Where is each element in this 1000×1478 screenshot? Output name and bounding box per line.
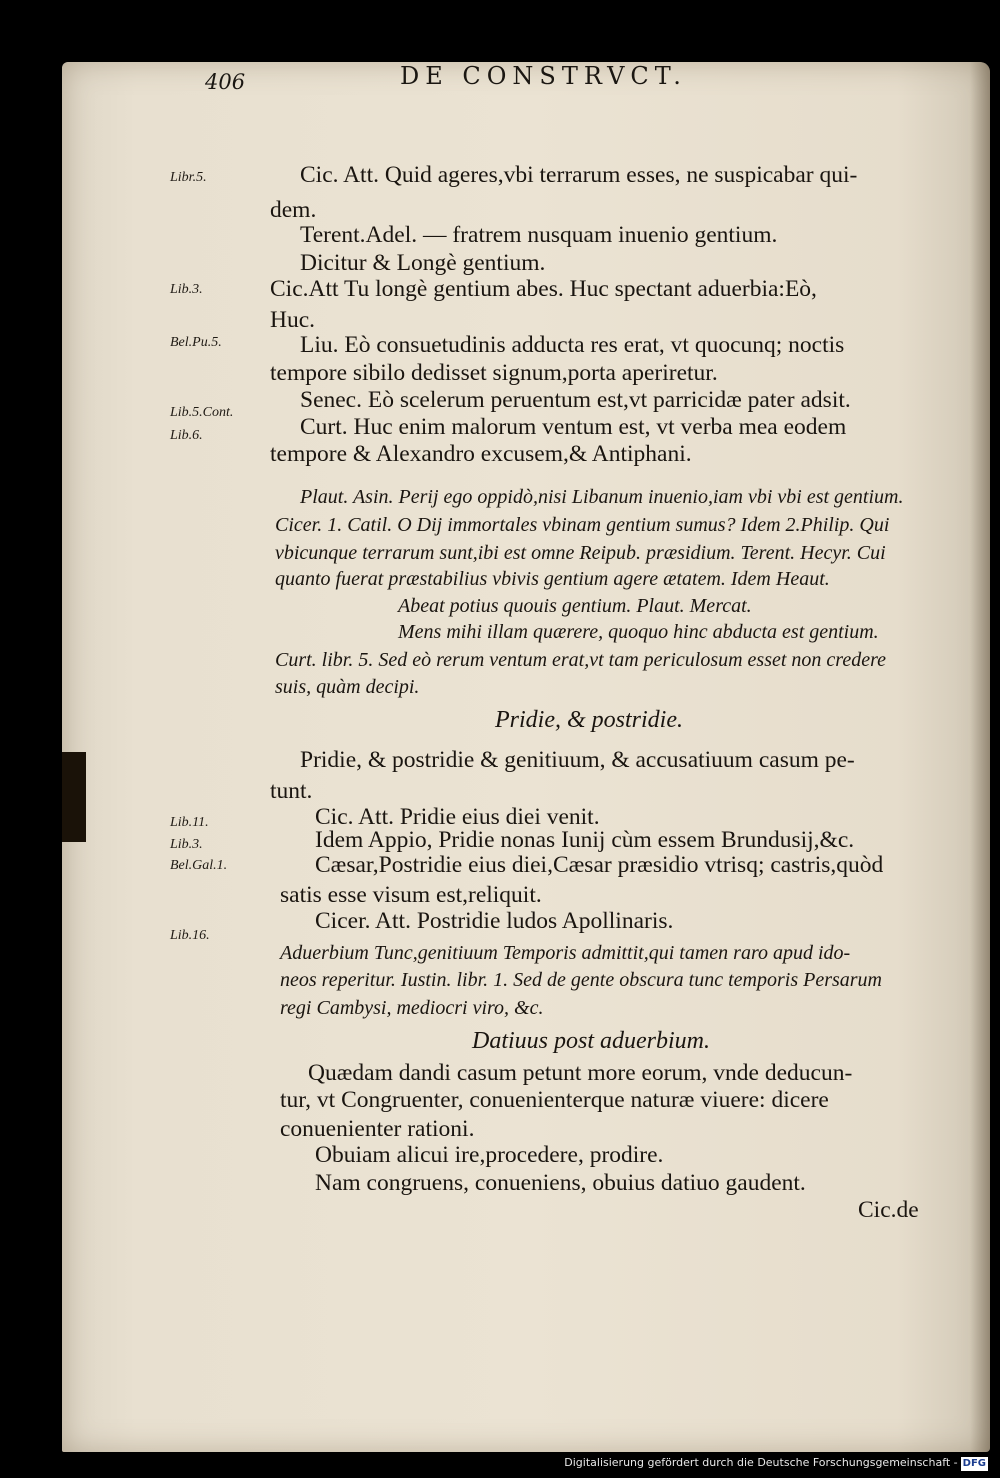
text-line: satis esse visum est,reliquit. — [280, 882, 542, 908]
margin-note: Lib.3. — [170, 837, 203, 852]
text-line: Curt. libr. 5. Sed eò rerum ventum erat,vt tam periculosum esset non credere — [275, 649, 887, 671]
margin-note: Bel.Pu.5. — [170, 335, 222, 350]
text-line: Cicer. Att. Postridie ludos Apollinaris. — [315, 908, 674, 934]
margin-note: Lib.11. — [170, 815, 209, 830]
text-line: tunt. — [270, 778, 313, 804]
text-line: Senec. Eò scelerum peruentum est,vt parricidæ pater adsit. — [300, 387, 851, 413]
margin-note: Lib.6. — [170, 428, 203, 443]
dfg-logo: DFG — [962, 1458, 986, 1469]
footer-text: Digitalisierung gefördert durch die Deutsche Forschungsgemeinschaft - — [564, 1456, 958, 1469]
text-line: Aduerbium Tunc,genitiuum Temporis admittit,qui tamen raro apud ido- — [280, 942, 851, 964]
text-line: Cicer. 1. Catil. O Dij immortales vbinam gentium sumus? Idem 2.Philip. Qui — [275, 514, 890, 536]
text-line: vbicunque terrarum sunt,ibi est omne Reipub. præsidium. Terent. Hecyr. Cui — [275, 542, 886, 564]
text-line: tempore sibilo dedisset signum,porta aperiretur. — [270, 360, 718, 386]
page-number: 406 — [205, 70, 246, 94]
text-line: Obuiam alicui ire,procedere, prodire. — [315, 1142, 664, 1168]
text-line: neos reperitur. Iustin. libr. 1. Sed de gente obscura tunc temporis Persarum — [280, 969, 882, 991]
margin-note: Lib.5.Cont. — [170, 405, 234, 420]
running-title: DE CONSTRVCT. — [400, 62, 687, 90]
text-line: Huc. — [270, 307, 316, 333]
text-line: Nam congruens, conueniens, obuius datiuo gaudent. — [315, 1170, 806, 1196]
text-line: suis, quàm decipi. — [275, 676, 420, 698]
text-line: Idem Appio, Pridie nonas Iunij cùm essem Brundusij,&c. — [315, 827, 855, 853]
text-line: Cic. Att. Quid ageres,vbi terrarum esses, ne suspicabar qui- — [300, 162, 858, 188]
text-line: Terent.Adel. — fratrem nusquam inuenio gentium. — [300, 222, 778, 248]
text-line: Cæsar,Postridie eius diei,Cæsar præsidio vtrisq; castris,quòd — [315, 852, 884, 878]
text-line: Cic. Att. Pridie eius diei venit. — [315, 804, 600, 830]
text-line: Dicitur & Longè gentium. — [300, 250, 546, 276]
margin-note: Lib.3. — [170, 282, 203, 297]
text-line: Abeat potius quouis gentium. Plaut. Mercat. — [398, 595, 752, 617]
text-line: Mens mihi illam quærere, quoquo hinc abducta est gentium. — [398, 621, 879, 643]
text-line: Curt. Huc enim malorum ventum est, vt verba mea eodem — [300, 414, 847, 440]
margin-note: Libr.5. — [170, 170, 207, 185]
section-heading: Pridie, & postridie. — [495, 707, 683, 733]
text-line: regi Cambysi, mediocri viro, &c. — [280, 997, 544, 1019]
text-line: Quædam dandi casum petunt more eorum, vnde deducun- — [308, 1060, 853, 1086]
section-heading: Datiuus post aduerbium. — [472, 1028, 711, 1054]
text-line: Cic.de — [858, 1197, 919, 1223]
text-line: conuenienter rationi. — [280, 1116, 475, 1142]
margin-note: Bel.Gal.1. — [170, 858, 228, 873]
text-line: tur, vt Congruenter, conuenienterque naturæ viuere: dicere — [280, 1087, 829, 1113]
text-line: quanto fuerat præstabilius vbivis gentium agere ætatem. Idem Heaut. — [275, 568, 830, 590]
text-line: Plaut. Asin. Perij ego oppidò,nisi Libanum inuenio,iam vbi vbi est gentium. — [300, 486, 904, 508]
scan-tab — [62, 752, 86, 842]
text-line: Pridie, & postridie & genitiuum, & accusatiuum casum pe- — [300, 747, 855, 773]
footer — [0, 1456, 988, 1472]
text-line: tempore & Alexandro excusem,& Antiphani. — [270, 441, 692, 467]
text-line: dem. — [270, 197, 317, 223]
page-edge-shadow — [970, 62, 990, 1452]
text-line: Cic.Att Tu longè gentium abes. Huc spectant aduerbia:Eò, — [270, 276, 817, 302]
margin-note: Lib.16. — [170, 928, 210, 943]
text-line: Liu. Eò consuetudinis adducta res erat, vt quocunq; noctis — [300, 332, 845, 358]
